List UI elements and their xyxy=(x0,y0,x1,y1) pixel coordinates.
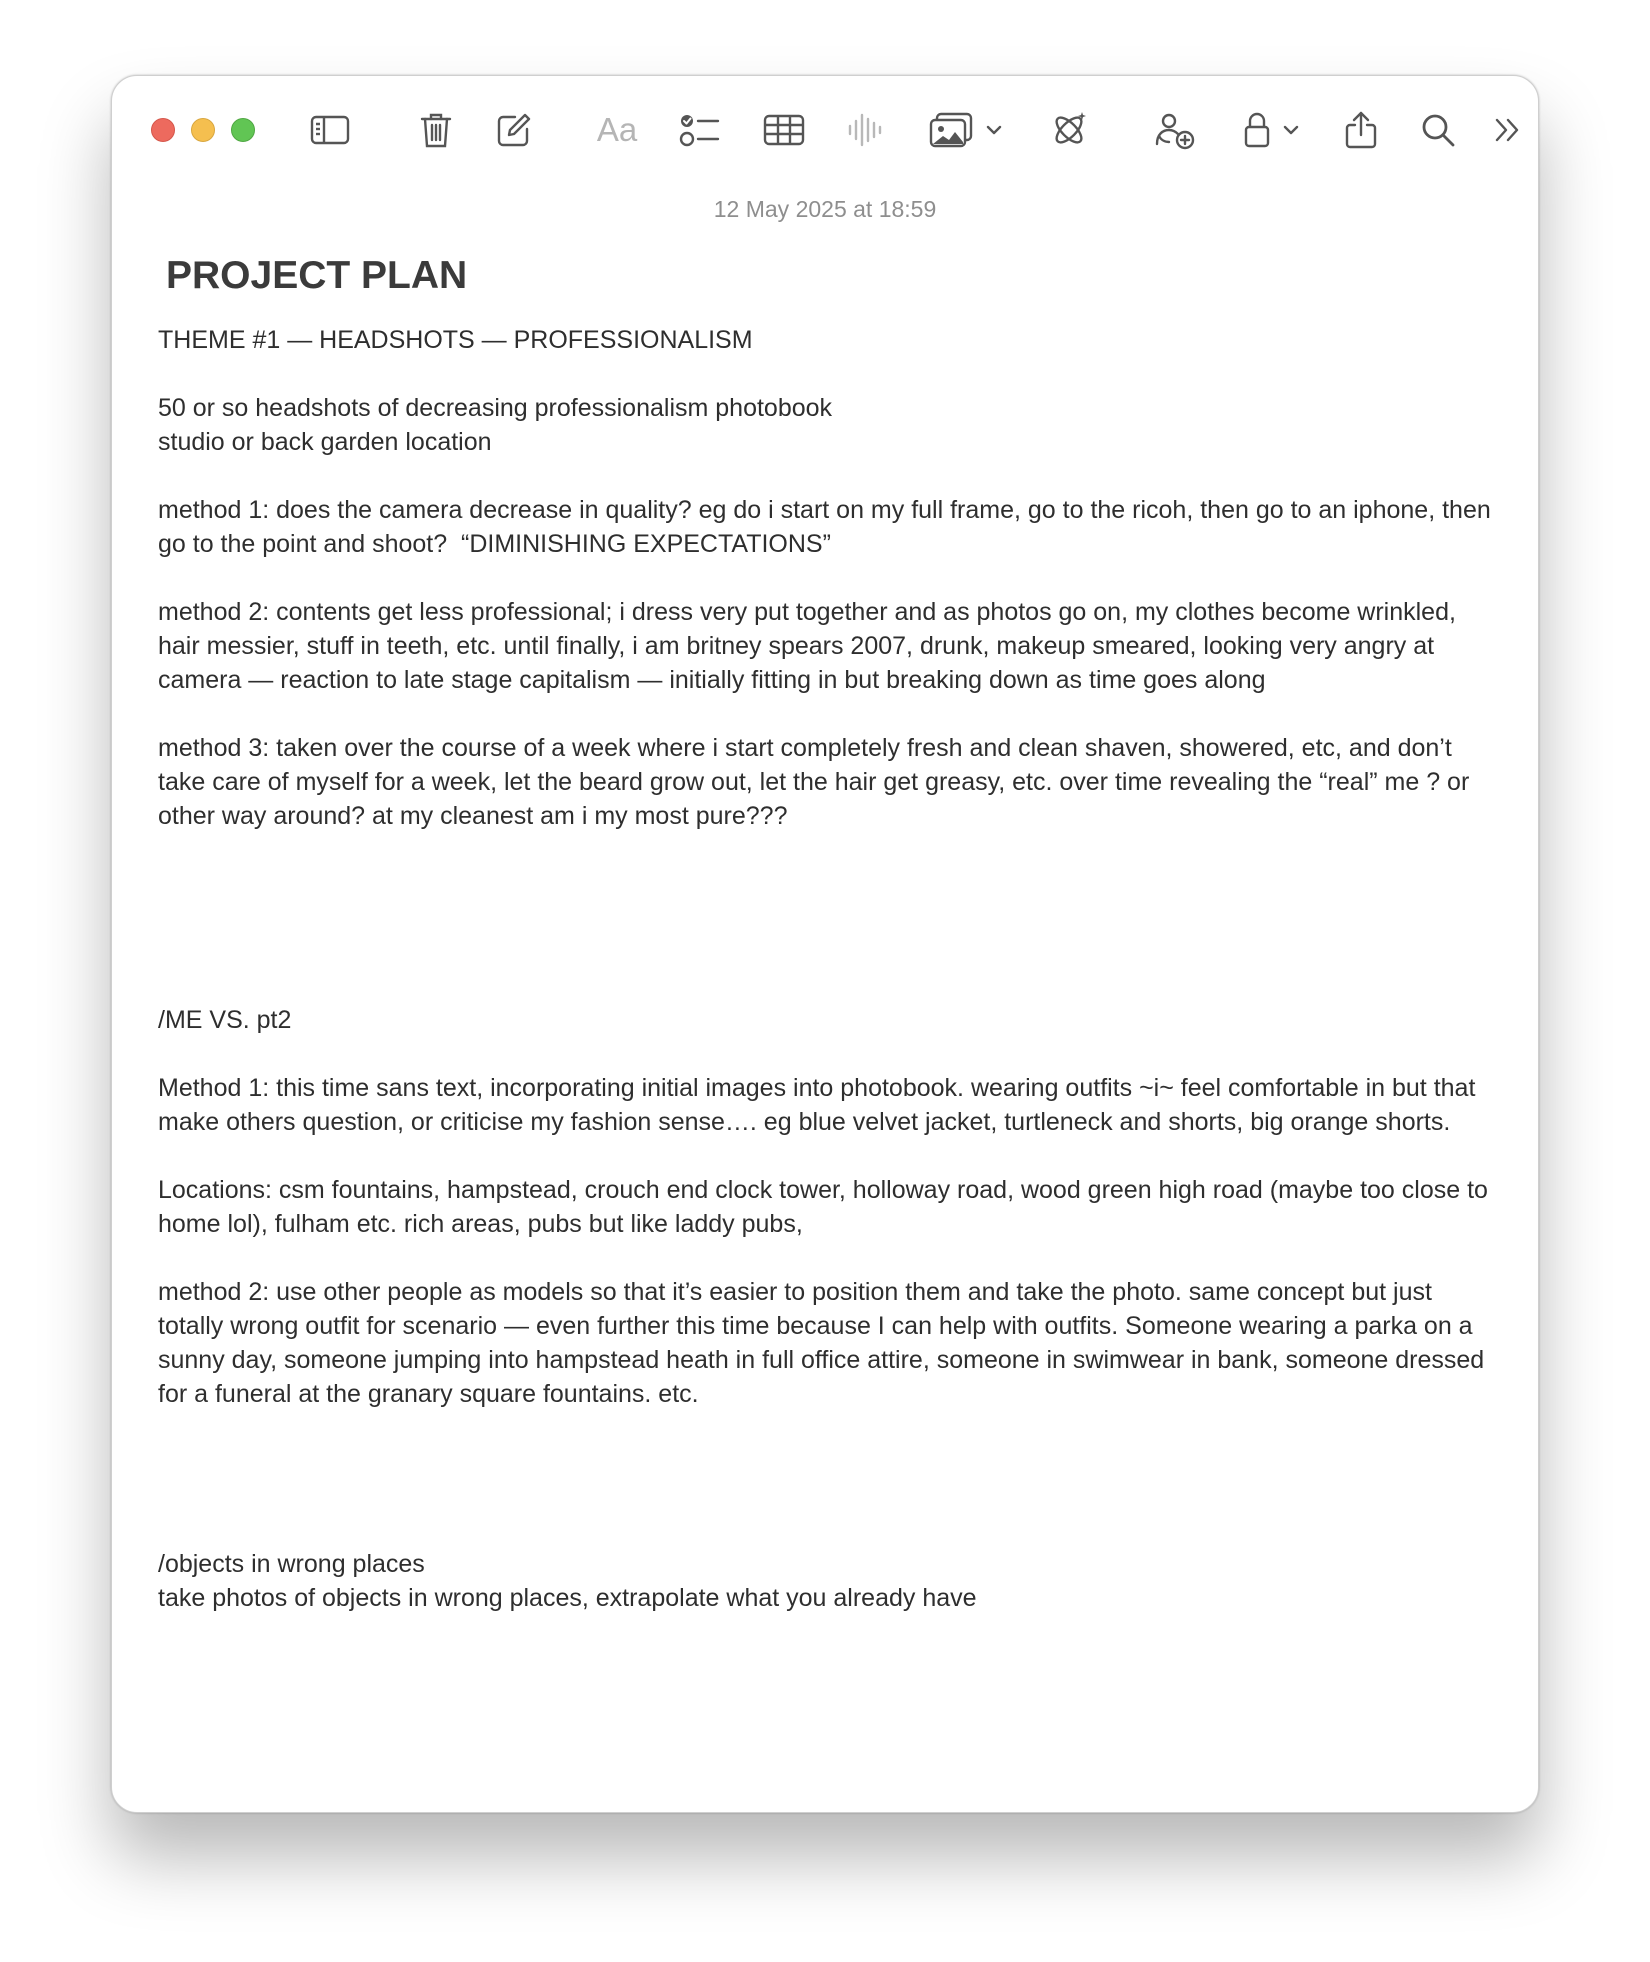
minimize-button[interactable] xyxy=(191,118,215,142)
more-icon xyxy=(1493,116,1523,144)
paragraph-theme: THEME #1 — HEADSHOTS — PROFESSIONALISM xyxy=(158,326,753,354)
checklist-button[interactable] xyxy=(676,106,724,154)
chevron-down-icon xyxy=(1282,124,1300,136)
paragraph-method-3: method 3: taken over the course of a week where i start completely fresh and clean shaven, showered, etc, and don’t take care of myself for a week, let the beard grow out, let the hair get greasy, etc. over time revealing the “real” me ? or other way around? at my cleanest am i my most pure??? xyxy=(158,734,1477,830)
delete-button[interactable] xyxy=(412,106,460,154)
note-title: PROJECT PLAN xyxy=(166,254,468,297)
writing-tools-button[interactable] xyxy=(1045,106,1093,154)
search-icon xyxy=(1420,112,1456,148)
paragraph-me-vs-method-2: method 2: use other people as models so that it’s easier to position them and take the photo. same concept but just totally wrong outfit for scenario — even further this time because I can help with outfits. Someone wearing a parka on a sunny day, someone jumping into hampstead heath in full office attire, someone in swimwear in bank, someone dressed for a funeral at the granary square fountains. etc. xyxy=(158,1278,1492,1408)
collaborate-icon xyxy=(1153,110,1195,150)
format-button[interactable] xyxy=(582,106,652,154)
paragraph-me-vs-method-1: Method 1: this time sans text, incorporating initial images into photobook. wearing outfits ~i~ feel comfortable in but that make others question, or criticise my fashion sense…. eg blue velvet jacket, turtleneck and shorts, big orange shorts. xyxy=(158,1074,1483,1136)
note-body[interactable] xyxy=(158,241,1503,1615)
paragraph-locations: Locations: csm fountains, hampstead, crouch end clock tower, holloway road, wood green high road (maybe too close to home lol), fulham etc. rich areas, pubs but like laddy pubs, xyxy=(158,1176,1495,1238)
paragraph-method-2: method 2: contents get less professional; i dress very put together and as photos go on, my clothes become wrinkled, hair messier, stuff in teeth, etc. until finally, i am britney spears 2007, drunk, makeup smeared, looking very angry at camera — reaction to late stage capitalism — initially fitting in but breaking down as time goes along xyxy=(158,598,1463,694)
lock-icon xyxy=(1242,111,1272,149)
sidebar-toggle-button[interactable] xyxy=(306,106,354,154)
compose-icon xyxy=(495,111,533,149)
share-icon xyxy=(1344,110,1378,150)
share-button[interactable] xyxy=(1337,106,1385,154)
paragraph-me-vs-heading: /ME VS. pt2 xyxy=(158,1006,292,1034)
note-timestamp: 12 May 2025 at 18:59 xyxy=(713,196,937,222)
sidebar-toggle-icon xyxy=(310,114,350,146)
trash-icon xyxy=(419,111,453,149)
paragraph-headshots: 50 or so headshots of decreasing professionalism photobook studio or back garden location xyxy=(158,394,833,456)
close-button[interactable] xyxy=(151,118,175,142)
audio-waveform-icon xyxy=(847,111,883,149)
media-icon xyxy=(929,112,973,148)
toolbar xyxy=(112,76,1538,181)
table-button[interactable] xyxy=(760,106,808,154)
writing-tools-icon xyxy=(1049,110,1089,150)
notes-window xyxy=(111,75,1539,1813)
paragraph-objects: /objects in wrong places take photos of objects in wrong places, extrapolate what you already have xyxy=(158,1550,977,1612)
media-button[interactable] xyxy=(926,106,1006,154)
more-button[interactable] xyxy=(1484,106,1532,154)
search-button[interactable] xyxy=(1414,106,1462,154)
collaborate-button[interactable] xyxy=(1150,106,1198,154)
zoom-button[interactable] xyxy=(231,118,255,142)
checklist-icon xyxy=(679,112,721,148)
lock-button[interactable] xyxy=(1236,106,1306,154)
paragraph-method-1: method 1: does the camera decrease in quality? eg do i start on my full frame, go to the ricoh, then go to an iphone, then go to the point and shoot? “DIMINISHING EXPECTATIONS” xyxy=(158,496,1498,558)
format-icon: Aa xyxy=(596,111,638,148)
new-note-button[interactable] xyxy=(490,106,538,154)
chevron-down-icon xyxy=(985,124,1003,136)
table-icon xyxy=(763,114,805,146)
audio-button[interactable] xyxy=(841,106,889,154)
